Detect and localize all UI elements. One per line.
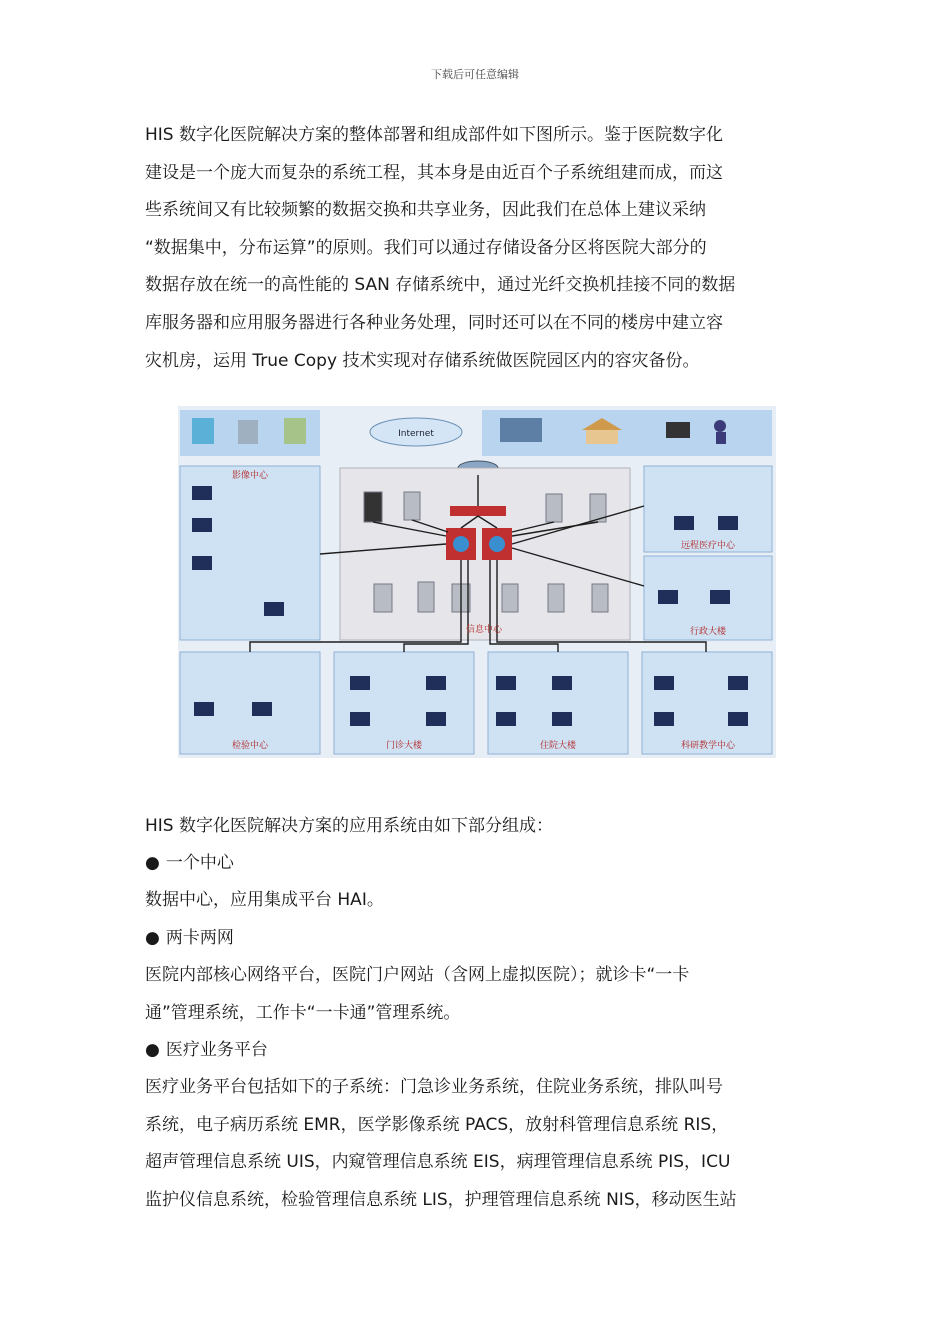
intro-line: 库服务器和应用服务器进行各种业务处理，同时还可以在不同的楼房中建立容	[145, 312, 723, 333]
section-line: 医疗业务平台包括如下的子系统：门急诊业务系统，住院业务系统，排队叫号	[145, 1077, 723, 1097]
zone-label-outpatient: 门诊大楼	[385, 741, 423, 751]
zone-inpatient	[488, 652, 628, 754]
intro-line: 些系统间又有比较频繁的数据交换和共享业务，因此我们在总体上建议采纳	[145, 200, 706, 221]
composition-intro: HIS 数字化医院解决方案的应用系统由如下部分组成：	[145, 816, 553, 836]
bullet-icon: ●	[145, 853, 160, 873]
intro-line: 灾机房，运用 True Copy 技术实现对存储系统做医院园区内的容灾备份。	[145, 350, 700, 371]
zone-label-lab: 检验中心	[231, 741, 269, 751]
section-title	[145, 1032, 810, 1070]
intro-line: HIS 数字化医院解决方案的整体部署和组成部件如下图所示。鉴于医院数字化	[145, 125, 723, 145]
page-header: 下载后可任意编辑	[431, 68, 519, 81]
zone-research	[642, 652, 772, 754]
zone-label-info: 信息中心	[465, 625, 503, 635]
section-line: 医院内部核心网络平台，医院门户网站（含网上虚拟医院）；就诊卡“一卡	[145, 965, 690, 985]
section-title-text: 两卡两网	[165, 928, 234, 948]
internet-label: Internet	[398, 429, 434, 439]
intro-line: “数据集中，分布运算”的原则。我们可以通过存储设备分区将医院大部分的	[145, 237, 707, 258]
zone-label-imaging: 影像中心	[231, 471, 269, 481]
intro-paragraph	[145, 117, 810, 380]
zone-label-inpatient: 住院大楼	[539, 741, 577, 751]
zone-outpatient	[334, 652, 474, 754]
building-icon	[192, 418, 306, 444]
section-line: 通”管理系统，工作卡“一卡通”管理系统。	[145, 1003, 461, 1023]
zone-label-research: 科研教学中心	[680, 741, 736, 751]
section-title-text: 医疗业务平台	[165, 1040, 268, 1060]
intro-line: 建设是一个庞大而复杂的系统工程，其本身是由近百个子系统组建而成，而这	[145, 162, 723, 183]
zone-remote	[644, 466, 772, 552]
network-diagram	[178, 406, 776, 758]
section-line: 系统，电子病历系统 EMR，医学影像系统 PACS，放射科管理信息系统 RIS，	[145, 1115, 729, 1135]
section-line: 数据中心，应用集成平台 HAI。	[145, 890, 384, 910]
bullet-icon: ●	[145, 1040, 160, 1060]
zone-label-remote: 远程医疗中心	[680, 541, 736, 551]
bullet-icon: ●	[145, 928, 160, 948]
section-title	[145, 920, 810, 958]
intro-line: 数据存放在统一的高性能的 SAN 存储系统中，通过光纤交换机挂接不同的数据	[145, 275, 736, 296]
network-diagram-svg	[178, 406, 776, 758]
section-title	[145, 845, 810, 883]
zone-label-admin: 行政大楼	[689, 627, 727, 637]
section-title-text: 一个中心	[165, 853, 234, 873]
section-line: 超声管理信息系统 UIS，内窥管理信息系统 EIS，病理管理信息系统 PIS，ICU	[145, 1152, 731, 1172]
section-line: 监护仪信息系统，检验管理信息系统 LIS，护理管理信息系统 NIS，移动医生站	[145, 1190, 737, 1210]
